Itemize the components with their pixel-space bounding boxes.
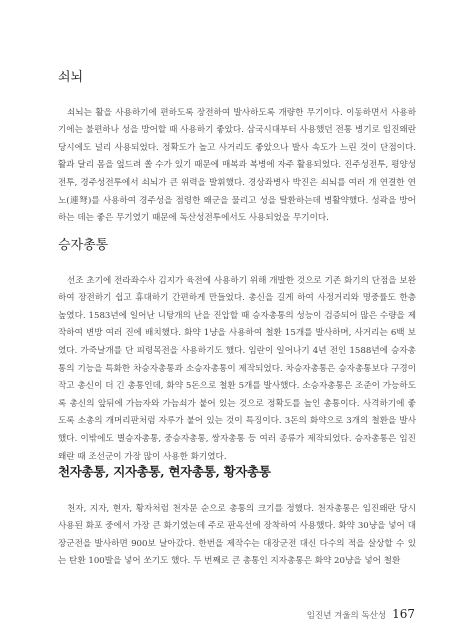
section-heading-crossbow: 쇠뇌 xyxy=(58,70,84,85)
section-body-cannons: 천자, 지자, 현자, 황자처럼 천자문 순으로 총통의 크기를 정했다. 천자총통은 임진왜란 당시 사용된 화포 중에서 가장 큰 화기였는데 주로 판옥선에 장착하여 사용했다. 화약 30냥을 넣어 대장군전을 발사하면 900보 날아갔다. 한번을 제작수는 대장군전 대신 다수의 적을 살상할 수 있는 탄환 100발을 넣어 쏘기도 했다. 두 번째로 큰 총통인 지자총통은 화약 20냥을 넣어 철환 xyxy=(58,503,416,567)
section-body-seungja-gun: 선조 초기에 전라좌수사 김지가 육전에 사용하기 위해 개발한 것으로 기존 화기의 단점을 보완하여 장전하기 쉽고 휴대하기 간편하게 만들었다. 총신을 길게 하여 사정거리와 명중률도 한층 높였다. 1583년에 일어난 니탕개의 난을 진압할 때 승자총통의 성능이 검증되어 많은 수량을 제작하여 변방 여러 진에 배치했다. 화약 1냥을 사용하여 철환 15개를 발사하며, 사거리는 6백 보였다. 가죽날개를 단 피령목전을 사용하기도 했다. 임란이 일어나기 4년 전인 1588년에 승자총통의 기능을 특화한 차승자총통과 소승자총통이 제작되었다. 차승자총통은 승자총통보다 구경이 작고 총신이 더 긴 총통인데, 화약 5돈으로 철환 5개를 발사했다. 소승자총통은 조준이 가능하도록 총신의 앞뒤에 가늠자와 가늠쇠가 붙어 있는 것으로 정확도를 높인 총통이다. 사격하기에 좋도록 소총의 개머리판처럼 자루가 붙어 있는 것이 특징이다. 3돈의 화약으로 3개의 철환을 발사했다. 이밖에도 별승자총통, 중승자총통, 쌍자총통 등 여러 종류가 제작되었다. 승자총통은 임진왜란 때 조선군이 가장 많이 사용한 화기였다. xyxy=(58,275,416,462)
section-heading-cannons: 천자총통, 지자총통, 현자총통, 황자총통 xyxy=(58,464,271,479)
running-title: 임진년 겨울의 독산성 xyxy=(306,611,387,621)
page-number: 167 xyxy=(392,607,415,621)
section-heading-seungja-gun: 승자총통 xyxy=(58,238,109,253)
section-body-crossbow: 쇠뇌는 활을 사용하기에 편하도록 장전하여 발사하도록 개량한 무기이다. 이동하면서 사용하기에는 불편하나 성을 방어할 때 사용하기 좋았다. 삼국시대부터 사용했던 전통 병기로 임진왜란 당시에도 널리 사용되었다. 정확도가 높고 사거리도 좋았으나 발사 속도가 느린 것이 단점이다. 활과 달리 몸을 엎드려 쏠 수가 있기 때문에 매복과 복병에 자주 활용되었다. 진주성전투, 평양성전투, 경주성전투에서 쇠뇌가 큰 위력을 발휘했다. 경상좌병사 박진은 쇠뇌를 여러 개 연결한 연노(連弩)를 사용하여 경주성을 점령한 왜군을 물리고 성을 탈환하는데 병활약했다. 성곽을 방어하는 데는 좋은 무기였기 때문에 독산성전투에서도 사용되었을 무기이다. xyxy=(58,107,416,224)
page-footer xyxy=(307,607,415,621)
